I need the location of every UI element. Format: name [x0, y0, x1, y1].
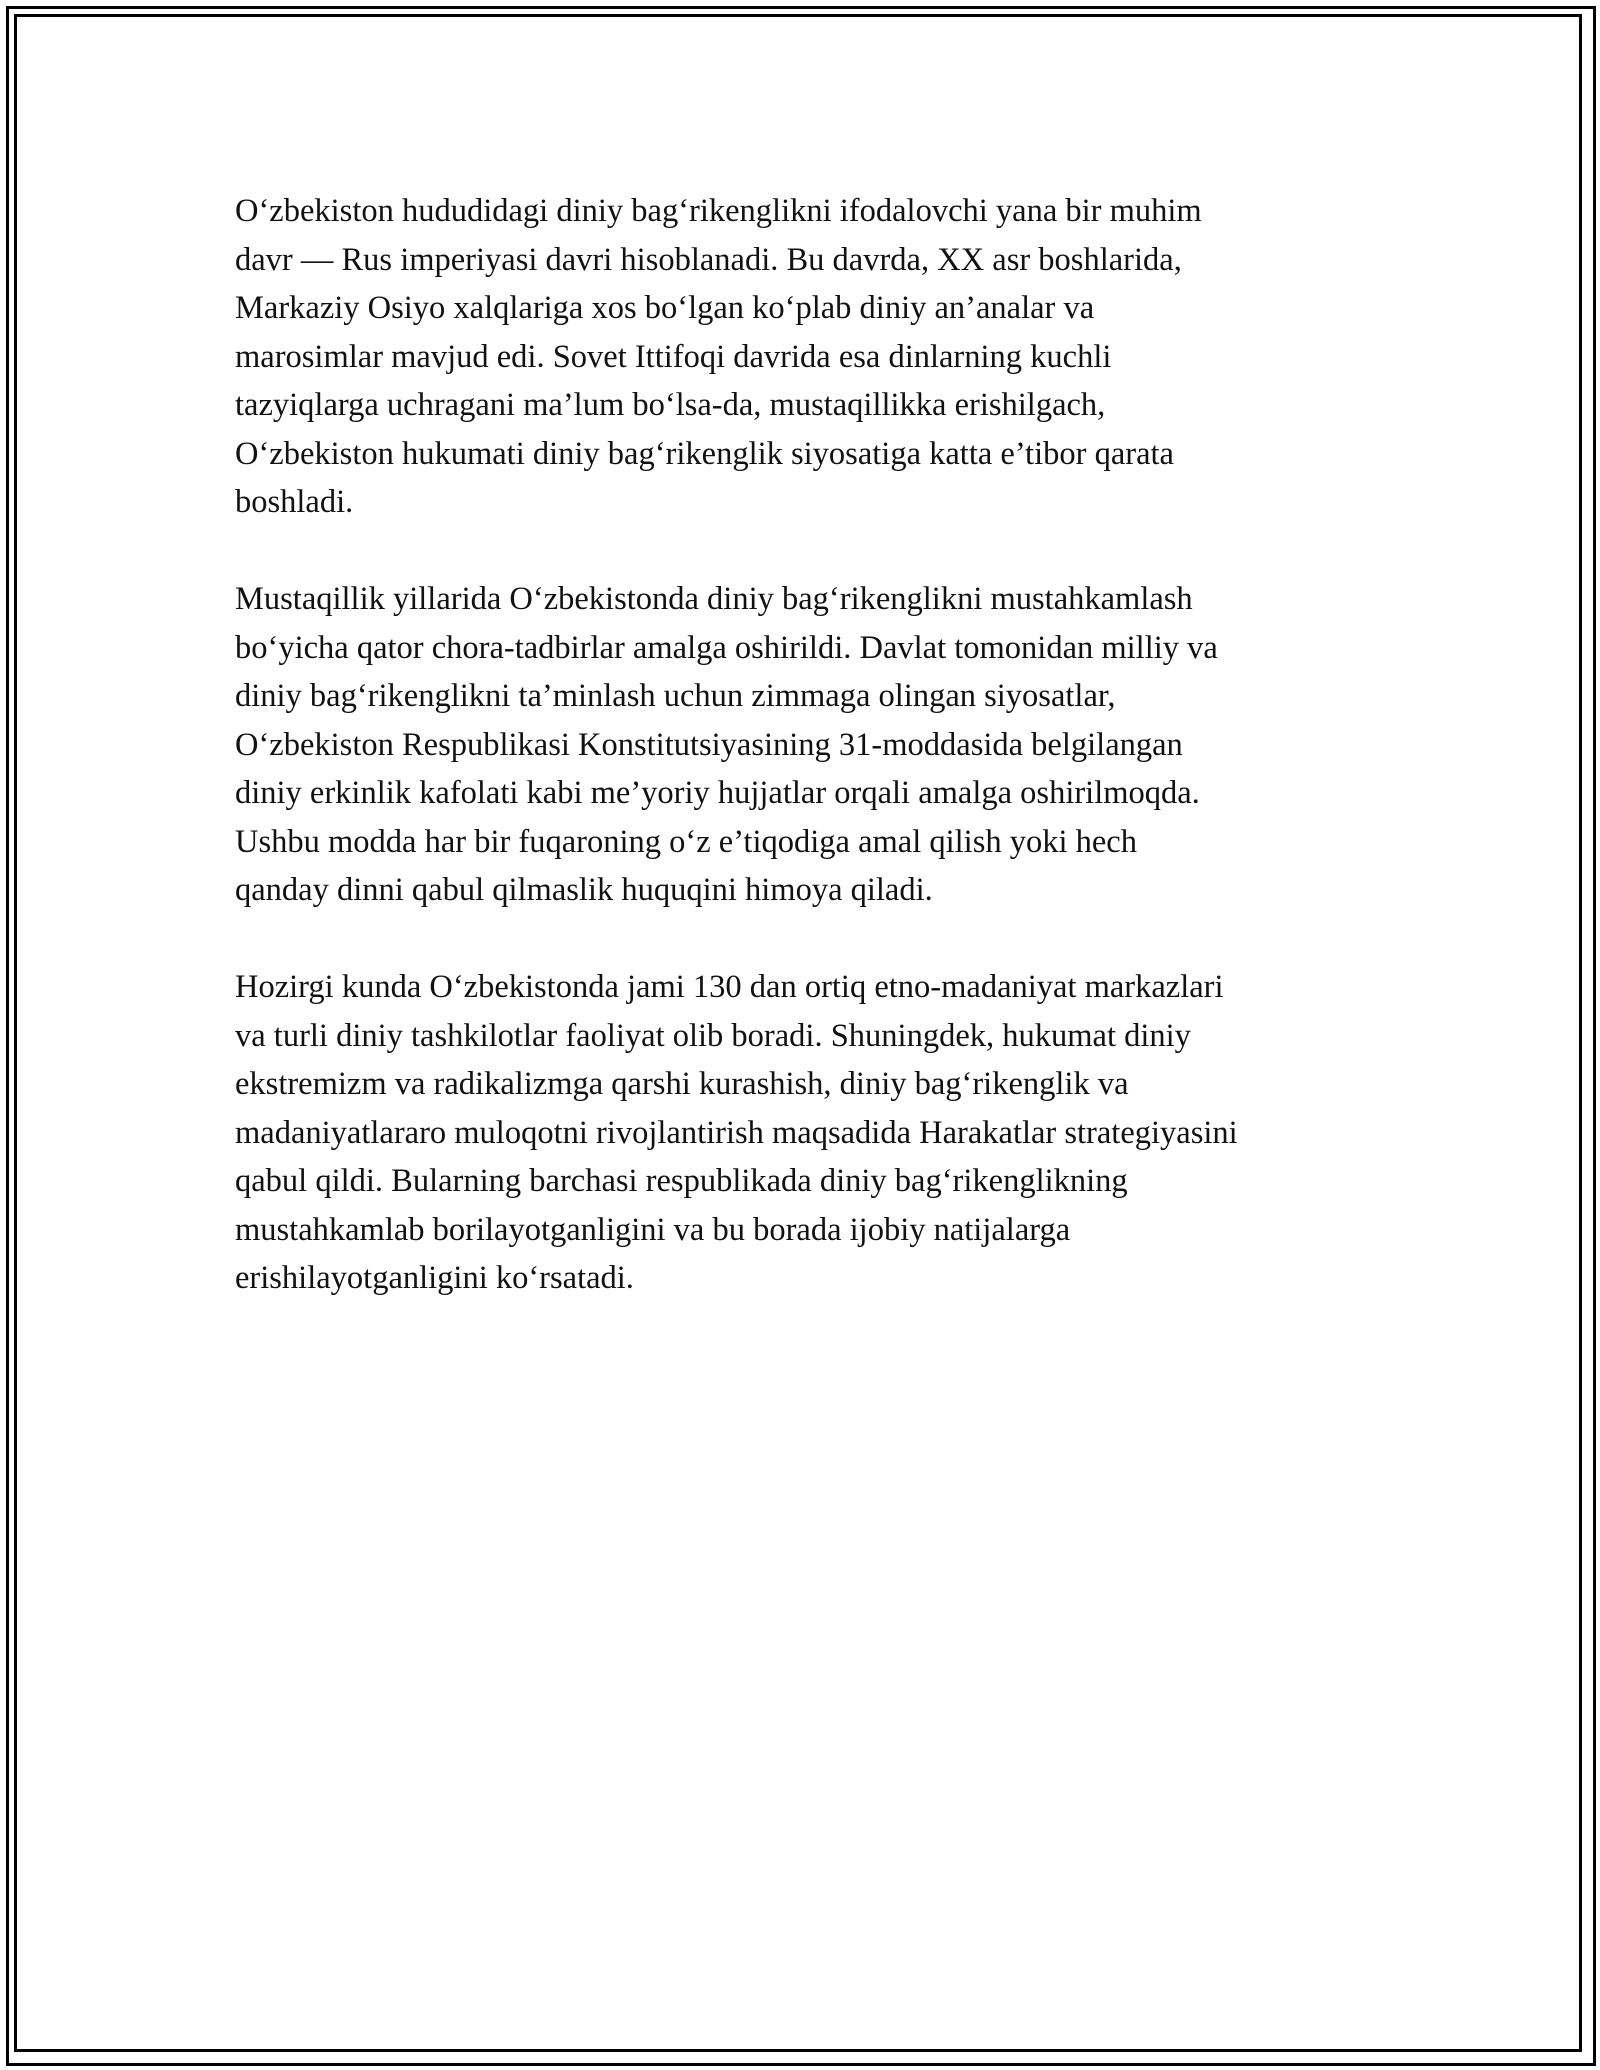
text-line: Hozirgi kunda Oʻzbekistonda jami 130 dan ortiq etno-madaniyat markazlari — [235, 969, 1224, 1005]
text-line: tazyiqlarga uchragani ma’lum boʻlsa-da, mustaqillikka erishilgach, — [235, 387, 1106, 423]
text-line: madaniyatlararo muloqotni rivojlantirish maqsadida Harakatlar strategiyasini — [235, 1114, 1238, 1151]
text-line: ekstremizm va radikalizmga qarshi kurashish, diniy bagʻrikenglik va — [235, 1066, 1129, 1102]
paragraph-1 — [235, 187, 1380, 527]
text-line: va turli diniy tashkilotlar faoliyat olib boradi. Shuningdek, hukumat diniy — [235, 1017, 1191, 1054]
text-line: Oʻzbekiston hukumati diniy bagʻrikenglik siyosatiga katta e’tibor qarata — [235, 435, 1174, 472]
text-line: Markaziy Osiyo xalqlariga xos boʻlgan koʻplab diniy an’analar va — [235, 290, 1095, 326]
document-body — [235, 187, 1380, 1351]
text-line: boʻyicha qator chora-tadbirlar amalga oshirildi. Davlat tomonidan milliy va — [235, 629, 1218, 666]
text-line: qabul qildi. Bularning barchasi respublikada diniy bagʻrikenglikning — [235, 1163, 1128, 1199]
text-line: boshladi. — [235, 484, 354, 520]
text-line: diniy bagʻrikenglikni ta’minlash uchun zimmaga olingan siyosatlar, — [235, 678, 1116, 714]
text-line: erishilayotganligini koʻrsatadi. — [235, 1260, 634, 1296]
paragraph-2 — [235, 575, 1380, 915]
text-line: diniy erkinlik kafolati kabi me’yoriy hujjatlar orqali amalga oshirilmoqda. — [235, 775, 1200, 811]
text-line: davr — Rus imperiyasi davri hisoblanadi. Bu davrda, XX asr boshlarida, — [235, 241, 1182, 278]
text-line: qanday dinni qabul qilmaslik huquqini himoya qiladi. — [235, 872, 933, 908]
text-line: mustahkamlab borilayotganligini va bu borada ijobiy natijalarga — [235, 1211, 1071, 1248]
text-line: Ushbu modda har bir fuqaroning oʻz e’tiqodiga amal qilish yoki hech — [235, 823, 1137, 860]
paragraph-3 — [235, 963, 1380, 1303]
text-line: Mustaqillik yillarida Oʻzbekistonda diniy bagʻrikenglikni mustahkamlash — [235, 581, 1193, 617]
text-line: marosimlar mavjud edi. Sovet Ittifoqi davrida esa dinlarning kuchli — [235, 338, 1112, 375]
text-line: Oʻzbekiston Respublikasi Konstitutsiyasining 31-moddasida belgilangan — [235, 726, 1183, 763]
text-line: Oʻzbekiston hududidagi diniy bagʻrikenglikni ifodalovchi yana bir muhim — [235, 193, 1202, 229]
